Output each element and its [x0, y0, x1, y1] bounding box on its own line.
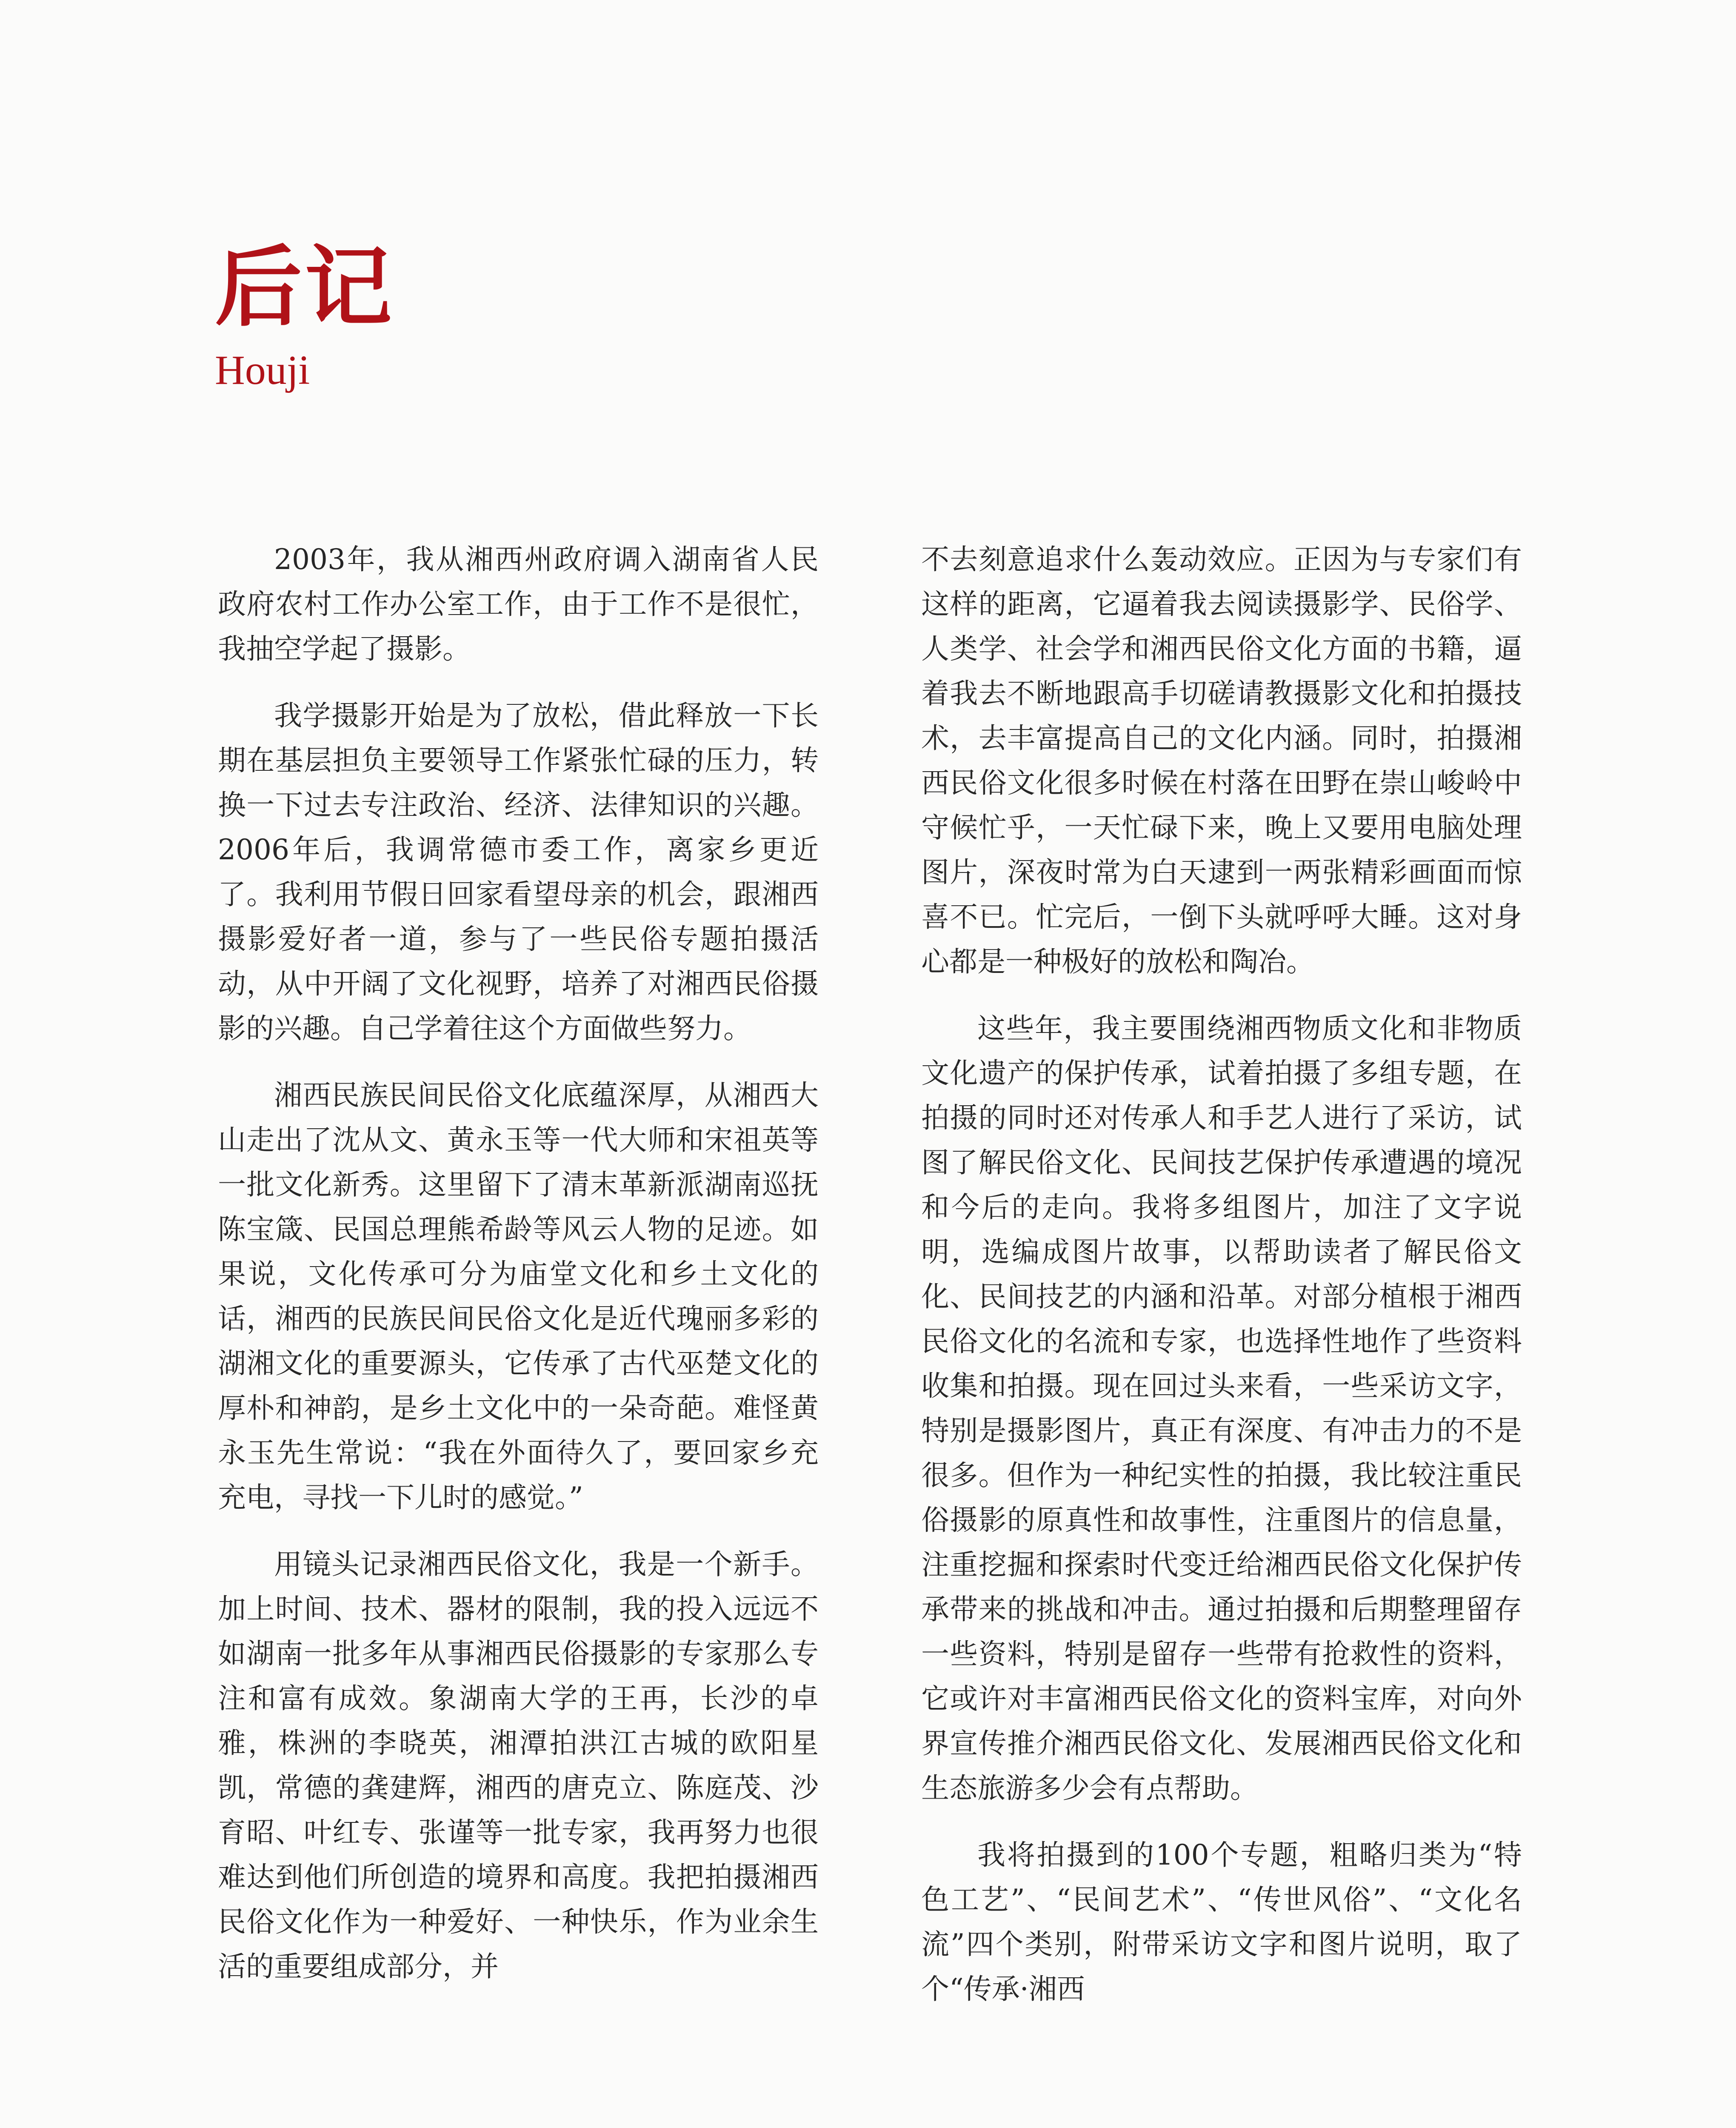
- text-column-right: [921, 537, 1522, 2034]
- paragraph-continued: 不去刻意追求什么轰动效应。正因为与专家们有这样的距离，它逼着我去阅读摄影学、民俗学、人类学、社会学和湘西民俗文化方面的书籍，逼着我去不断地跟高手切磋请教摄影文化和拍摄技术，去丰富提高自己的文化内涵。同时，拍摄湘西民俗文化很多时候在村落在田野在崇山峻岭中守候忙乎，一天忙碌下来，晚上又要用电脑处理图片，深夜时常为白天逮到一两张精彩画面而惊喜不已。忙完后，一倒下头就呼呼大睡。这对身心都是一种极好的放松和陶冶。: [921, 543, 1522, 978]
- paragraph: 这些年，我主要围绕湘西物质文化和非物质文化遗产的保护传承，试着拍摄了多组专题，在拍摄的同时还对传承人和手艺人进行了采访，试图了解民俗文化、民间技艺保护传承遭遇的境况和今后的走向。我将多组图片，加注了文字说明，选编成图片故事，以帮助读者了解民俗文化、民间技艺的内涵和沿革。对部分植根于湘西民俗文化的名流和专家，也选择性地作了些资料收集和拍摄。现在回过头来看，一些采访文字，特别是摄影图片，真正有深度、有冲击力的不是很多。但作为一种纪实性的拍摄，我比较注重民俗摄影的原真性和故事性，注重图片的信息量，注重挖掘和探索时代变迁给湘西民俗文化保护传承带来的挑战和冲击。通过拍摄和后期整理留存一些资料，特别是留存一些带有抢救性的资料，它或许对丰富湘西民俗文化的资料宝库，对向外界宣传推介湘西民俗文化、发展湘西民俗文化和生态旅游多少会有点帮助。: [921, 1012, 1522, 1805]
- paragraph: 我学摄影开始是为了放松，借此释放一下长期在基层担负主要领导工作紧张忙碌的压力，转换一下过去专注政治、经济、法律知识的兴趣。2006年后，我调常德市委工作，离家乡更近了。我利用节假日回家看望母亲的机会，跟湘西摄影爱好者一道，参与了一些民俗专题拍摄活动，从中开阔了文化视野，培养了对湘西民俗摄影的兴趣。自己学着往这个方面做些努力。: [218, 699, 819, 1045]
- page-title: 后记: [215, 236, 394, 338]
- page-subtitle: Houji: [215, 347, 310, 393]
- text-column-left: [218, 537, 819, 2011]
- paragraph: 用镜头记录湘西民俗文化，我是一个新手。加上时间、技术、器材的限制，我的投入远远不如湖南一批多年从事湘西民俗摄影的专家那么专注和富有成效。象湖南大学的王再，长沙的卓雅，株洲的李晓英，湘潭拍洪江古城的欧阳星凯，常德的龚建辉，湘西的唐克立、陈庭茂、沙育昭、叶红专、张谨等一批专家，我再努力也很难达到他们所创造的境界和高度。我把拍摄湘西民俗文化作为一种爱好、一种快乐，作为业余生活的重要组成部分，并: [218, 1548, 819, 1983]
- paragraph: 我将拍摄到的100个专题，粗略归类为“特色工艺”、“民间艺术”、“传世风俗”、“文化名流”四个类别，附带采访文字和图片说明，取了个“传承·湘西: [921, 1839, 1522, 2005]
- paragraph: 湘西民族民间民俗文化底蕴深厚，从湘西大山走出了沈从文、黄永玉等一代大师和宋祖英等一批文化新秀。这里留下了清末革新派湖南巡抚陈宝箴、民国总理熊希龄等风云人物的足迹。如果说，文化传承可分为庙堂文化和乡土文化的话，湘西的民族民间民俗文化是近代瑰丽多彩的湖湘文化的重要源头，它传承了古代巫楚文化的厚朴和神韵，是乡土文化中的一朵奇葩。难怪黄永玉先生常说：“我在外面待久了，要回家乡充充电，寻找一下儿时的感觉。”: [218, 1079, 819, 1514]
- paragraph: 2003年，我从湘西州政府调入湖南省人民政府农村工作办公室工作，由于工作不是很忙，我抽空学起了摄影。: [218, 543, 819, 665]
